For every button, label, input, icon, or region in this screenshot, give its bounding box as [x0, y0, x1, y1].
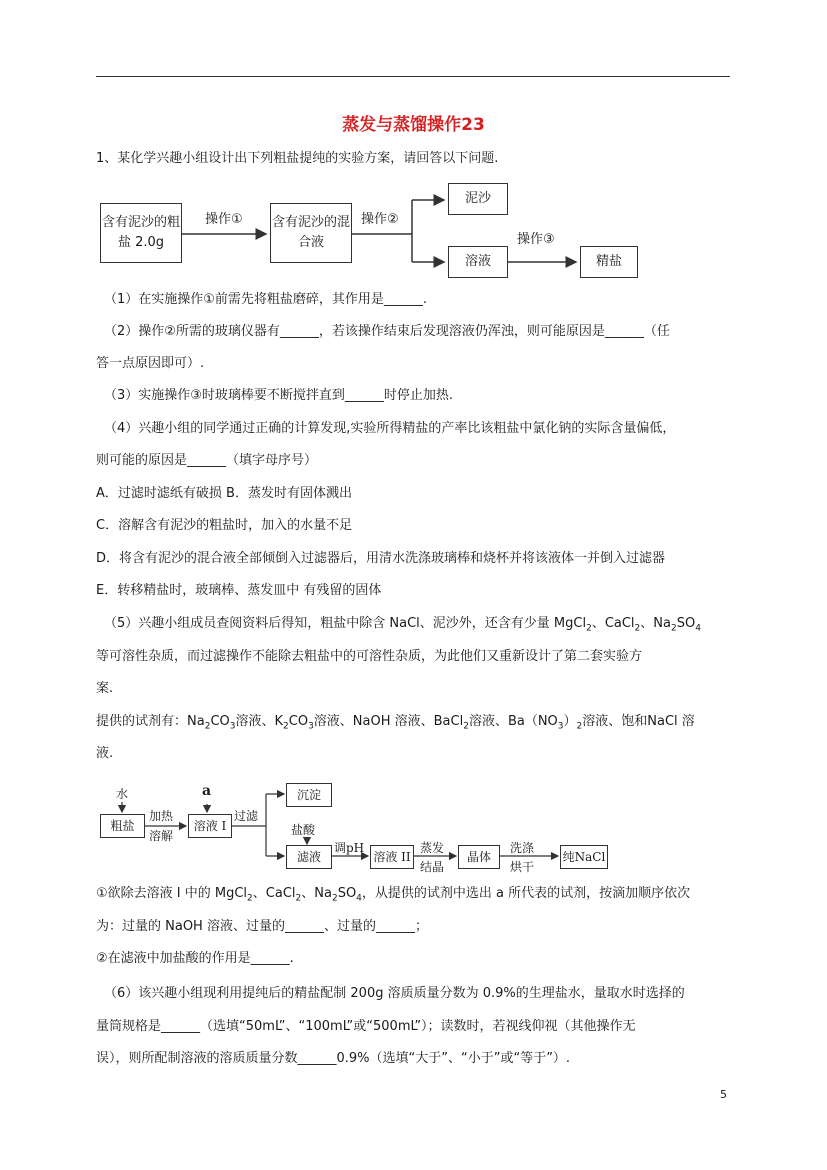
- para-4b: 则可能的原因是______（填字母序号）: [96, 453, 318, 468]
- reagents-line-2: 液.: [96, 746, 114, 761]
- dissolve-label: 溶解: [149, 829, 174, 843]
- reagents-line: 提供的试剂有：$Na_2CO_3$溶液、$K_2CO_3$溶液、NaOH 溶液、BaCl$_2$溶液、$Ba(NO_3)_2$溶液、饱和NaCl 溶: [96, 714, 695, 732]
- para-6a: （6）该兴趣小组现利用提纯后的精盐配制 200g 溶质质量分数为 0.9%的生理盐水，量取水时选择的: [104, 986, 685, 1001]
- para-4a: （4）兴趣小组的同学通过正确的计算发现,实验所得精盐的产率比该粗盐中氯化钠的实际含量偏低，: [104, 421, 676, 436]
- sub-question-1a: ①欲除去溶液 I 中的 MgCl$_2$、CaCl$_2$、$Na_2SO_4$，从提供的试剂中选出 a 所代表的试剂，按滴加顺序依次: [96, 886, 691, 904]
- page-title: 蒸发与蒸馏操作23: [342, 115, 485, 135]
- option-e: E．转移精盐时，玻璃棒、蒸发皿中 有残留的固体: [96, 583, 382, 598]
- option-c: C．溶解含有泥沙的粗盐时，加入的水量不足: [96, 518, 353, 533]
- operation-3-label: 操作③: [517, 232, 555, 247]
- pure-nacl-box: 纯NaCl: [560, 845, 608, 869]
- para-3: （3）实施操作③时玻璃棒要不断搅拌直到______时停止加热.: [104, 388, 454, 403]
- heat-label: 加热: [149, 809, 174, 823]
- sub-question-1b: 为：过量的 NaOH 溶液、过量的______、过量的______；: [96, 919, 428, 934]
- sub-question-2: ②在滤液中加盐酸的作用是______.: [96, 951, 294, 966]
- option-d: D．将含有泥沙的混合液全部倾倒入过滤器后，用清水洗涤玻璃棒和烧杯并将该液体一并倒入过滤器: [96, 551, 666, 566]
- evaporate-label: 蒸发: [420, 841, 445, 855]
- precipitate-box: 沉淀: [286, 783, 332, 807]
- para-2b: 答一点原因即可）.: [96, 356, 205, 371]
- mixture-box: 含有泥沙的混合液: [270, 203, 352, 263]
- dry-label: 烘干: [510, 860, 535, 874]
- filtrate-box: 滤液: [286, 845, 332, 869]
- page-number: 5: [720, 1088, 727, 1101]
- water-label: 水: [116, 787, 129, 801]
- reagent-a-label: a: [202, 783, 212, 799]
- solution-1-box: 溶液 I: [188, 814, 232, 838]
- wash-label: 洗涤: [510, 841, 535, 855]
- para-5c: 案.: [96, 681, 114, 696]
- filter-label: 过滤: [234, 809, 259, 823]
- operation-1-label: 操作①: [205, 212, 243, 227]
- crystal-box: 晶体: [458, 845, 500, 869]
- hcl-label: 盐酸: [291, 823, 316, 837]
- para-5b: 等可溶性杂质，而过滤操作不能除去粗盐中的可溶性杂质，为此他们又重新设计了第二套实验方: [96, 649, 643, 664]
- para-6b: 量筒规格是______（选填“50mL”、“100mL”或“500mL”）；读数时，若视线仰视（其他操作无: [96, 1019, 636, 1034]
- crude-salt-box-2: 粗盐: [100, 814, 145, 838]
- operation-2-label: 操作②: [361, 212, 399, 227]
- option-a-b: A．过滤时滤纸有破损 B．蒸发时有固体溅出: [96, 486, 352, 501]
- para-6c: 误），则所配制溶液的溶质质量分数______0.9%（选填“大于”、“小于”或“等于”）.: [96, 1051, 571, 1066]
- question-1: 1、某化学兴趣小组设计出下列粗盐提纯的实验方案，请回答以下问题.: [96, 151, 499, 166]
- solution-2-box: 溶液 II: [370, 845, 414, 869]
- solution-box: 溶液: [448, 246, 508, 278]
- refined-salt-box: 精盐: [580, 246, 638, 278]
- crude-salt-box: 含有泥沙的粗盐 2.0g: [100, 203, 182, 263]
- adjust-ph-label: 调pH: [334, 841, 365, 855]
- crystallize-label: 结晶: [420, 860, 445, 874]
- para-2a: （2）操作②所需的玻璃仪器有______，若该操作结束后发现溶液仍浑浊，则可能原因是______（任: [104, 324, 670, 339]
- sand-box: 泥沙: [448, 183, 508, 215]
- para-1: （1）在实施操作①前需先将粗盐磨碎，其作用是______.: [104, 292, 428, 307]
- para-5a: （5）兴趣小组成员查阅资料后得知，粗盐中除含 NaCl、泥沙外，还含有少量 MgCl$_2$、CaCl$_2$、$Na_2SO_4$: [104, 616, 701, 634]
